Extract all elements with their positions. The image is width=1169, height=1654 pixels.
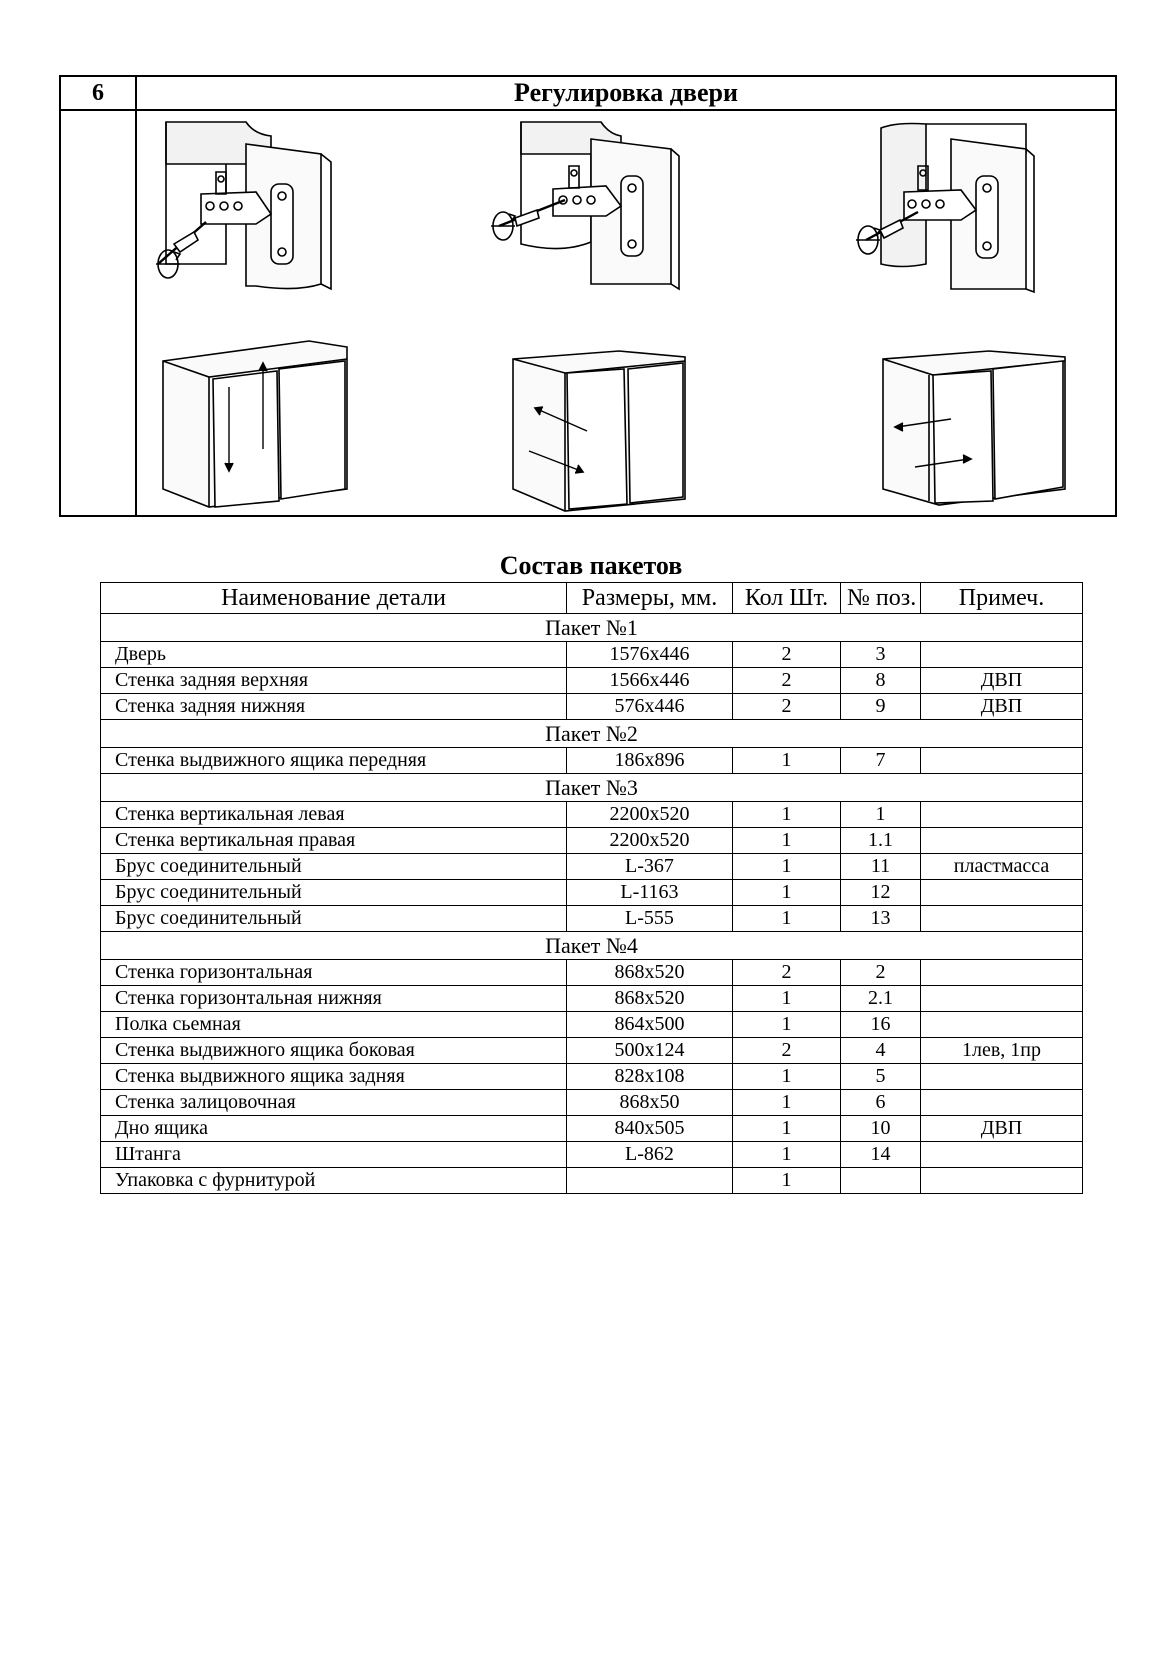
cell-qty: 2 (733, 1038, 841, 1064)
cell-qty: 2 (733, 668, 841, 694)
cell-name: Штанга (101, 1142, 567, 1168)
cell-note: ДВП (921, 1116, 1083, 1142)
packages-title: Состав пакетов (499, 551, 683, 580)
table-row (101, 1142, 1083, 1168)
cell-pos: 16 (841, 1012, 921, 1038)
cell-pos: 9 (841, 694, 921, 720)
cell-size: 1576х446 (567, 642, 733, 668)
cell-note (921, 906, 1083, 932)
cell-pos: 14 (841, 1142, 921, 1168)
step-divider-vertical (135, 77, 137, 515)
package-group-row (101, 774, 1083, 802)
cell-note (921, 960, 1083, 986)
cabinet-vertical-adjust-illustration (159, 339, 359, 509)
cell-qty: 2 (733, 694, 841, 720)
header-note: Примеч. (921, 583, 1083, 614)
cell-pos: 1.1 (841, 828, 921, 854)
header-name: Наименование детали (101, 583, 567, 614)
cell-name: Стенка выдвижного ящика передняя (101, 748, 567, 774)
cell-size: 500х124 (567, 1038, 733, 1064)
cell-size: 868х520 (567, 960, 733, 986)
table-row (101, 1116, 1083, 1142)
step-block (59, 75, 1117, 517)
cell-qty: 1 (733, 748, 841, 774)
cell-note (921, 880, 1083, 906)
package-group-label: Пакет №2 (101, 720, 1083, 748)
header-size: Размеры, мм. (567, 583, 733, 614)
hinge-adjust-illustration-1 (146, 114, 406, 324)
cell-qty: 1 (733, 1012, 841, 1038)
cabinet-horizontal-adjust-illustration-2 (879, 349, 1079, 514)
table-row (101, 1012, 1083, 1038)
cell-pos: 8 (841, 668, 921, 694)
cell-qty: 1 (733, 986, 841, 1012)
cell-pos: 10 (841, 1116, 921, 1142)
cell-qty: 1 (733, 1090, 841, 1116)
cell-qty: 1 (733, 906, 841, 932)
table-row (101, 1038, 1083, 1064)
cell-qty: 1 (733, 880, 841, 906)
hinge-adjust-illustration-3 (846, 114, 1106, 324)
cell-size: L-1163 (567, 880, 733, 906)
cell-name: Стенка задняя нижняя (101, 694, 567, 720)
table-row (101, 668, 1083, 694)
cell-note (921, 1142, 1083, 1168)
step-number: 6 (92, 79, 104, 106)
cell-size: 868х520 (567, 986, 733, 1012)
cell-pos: 1 (841, 802, 921, 828)
cell-name: Брус соединительный (101, 906, 567, 932)
cell-qty: 1 (733, 1168, 841, 1194)
cell-qty: 1 (733, 828, 841, 854)
cell-qty: 2 (733, 642, 841, 668)
cell-size: 1566х446 (567, 668, 733, 694)
cell-qty: 1 (733, 854, 841, 880)
cell-note (921, 802, 1083, 828)
cell-qty: 1 (733, 1116, 841, 1142)
package-group-label: Пакет №1 (101, 614, 1083, 642)
cell-note (921, 1064, 1083, 1090)
step-title: Регулировка двери (514, 78, 738, 107)
cell-pos: 4 (841, 1038, 921, 1064)
cell-name: Стенка горизонтальная нижняя (101, 986, 567, 1012)
cell-name: Стенка вертикальная правая (101, 828, 567, 854)
cell-note: 1лев, 1пр (921, 1038, 1083, 1064)
cell-size (567, 1168, 733, 1194)
table-row (101, 1064, 1083, 1090)
cell-note (921, 748, 1083, 774)
cell-name: Дверь (101, 642, 567, 668)
cell-name: Стенка задняя верхняя (101, 668, 567, 694)
cell-pos: 13 (841, 906, 921, 932)
table-row (101, 694, 1083, 720)
table-row (101, 1090, 1083, 1116)
cell-note (921, 642, 1083, 668)
header-pos: № поз. (841, 583, 921, 614)
header-qty: Кол Шт. (733, 583, 841, 614)
cell-note: ДВП (921, 668, 1083, 694)
cell-pos: 5 (841, 1064, 921, 1090)
table-row (101, 906, 1083, 932)
cell-size: 2200х520 (567, 828, 733, 854)
cell-name: Упаковка с фурнитурой (101, 1168, 567, 1194)
package-group-label: Пакет №4 (101, 932, 1083, 960)
cell-pos: 2 (841, 960, 921, 986)
cell-name: Стенка выдвижного ящика задняя (101, 1064, 567, 1090)
cell-qty: 1 (733, 1142, 841, 1168)
cell-name: Полка сьемная (101, 1012, 567, 1038)
cabinet-horizontal-adjust-illustration-1 (509, 349, 709, 514)
packages-table-body (101, 614, 1083, 1194)
cell-pos: 6 (841, 1090, 921, 1116)
cell-name: Стенка выдвижного ящика боковая (101, 1038, 567, 1064)
package-group-row (101, 614, 1083, 642)
cell-pos: 7 (841, 748, 921, 774)
table-row (101, 748, 1083, 774)
cell-name: Брус соединительный (101, 854, 567, 880)
cell-qty: 1 (733, 1064, 841, 1090)
cell-pos: 2.1 (841, 986, 921, 1012)
package-group-row (101, 720, 1083, 748)
table-row (101, 854, 1083, 880)
cell-pos (841, 1168, 921, 1194)
cell-qty: 2 (733, 960, 841, 986)
cell-note (921, 986, 1083, 1012)
cell-size: 840х505 (567, 1116, 733, 1142)
cell-size: L-555 (567, 906, 733, 932)
package-group-row (101, 932, 1083, 960)
cell-pos: 3 (841, 642, 921, 668)
cell-pos: 11 (841, 854, 921, 880)
cell-pos: 12 (841, 880, 921, 906)
table-row (101, 960, 1083, 986)
table-row (101, 642, 1083, 668)
packages-table (100, 582, 1083, 1194)
table-row (101, 828, 1083, 854)
table-row (101, 986, 1083, 1012)
cell-note (921, 1090, 1083, 1116)
cell-size: 868х50 (567, 1090, 733, 1116)
cell-size: 864х500 (567, 1012, 733, 1038)
package-group-label: Пакет №3 (101, 774, 1083, 802)
table-row (101, 1168, 1083, 1194)
cell-size: 2200х520 (567, 802, 733, 828)
cell-name: Стенка горизонтальная (101, 960, 567, 986)
cell-size: L-862 (567, 1142, 733, 1168)
hinge-adjust-illustration-2 (481, 114, 741, 324)
cell-size: 576х446 (567, 694, 733, 720)
cell-size: L-367 (567, 854, 733, 880)
cell-size: 186х896 (567, 748, 733, 774)
step-divider-horizontal (61, 109, 1115, 111)
cell-note (921, 828, 1083, 854)
cell-name: Стенка залицовочная (101, 1090, 567, 1116)
cell-name: Брус соединительный (101, 880, 567, 906)
cell-note: ДВП (921, 694, 1083, 720)
table-row (101, 802, 1083, 828)
cell-size: 828х108 (567, 1064, 733, 1090)
table-row (101, 880, 1083, 906)
cell-qty: 1 (733, 802, 841, 828)
cell-note: пластмасса (921, 854, 1083, 880)
cell-note (921, 1012, 1083, 1038)
table-header-row (101, 583, 1083, 614)
cell-name: Стенка вертикальная левая (101, 802, 567, 828)
cell-note (921, 1168, 1083, 1194)
cell-name: Дно ящика (101, 1116, 567, 1142)
